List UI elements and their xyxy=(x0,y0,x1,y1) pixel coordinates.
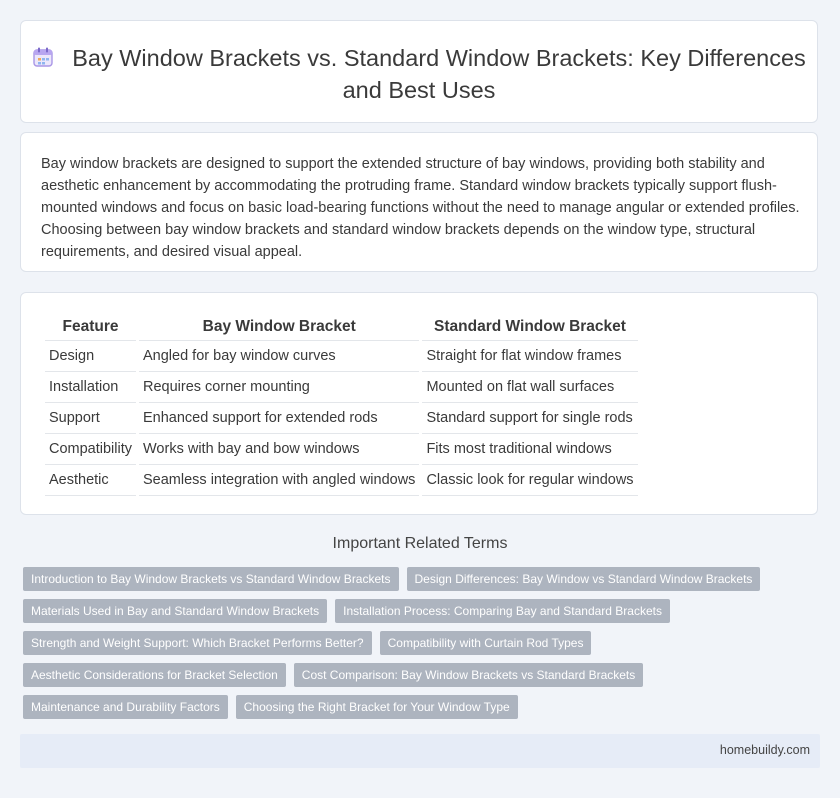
header-standard: Standard Window Bracket xyxy=(422,314,637,341)
page-title: Bay Window Brackets vs. Standard Window Brackets: Key Differences and Best Uses xyxy=(72,45,806,103)
footer-site[interactable]: homebuildy.com xyxy=(719,743,810,757)
related-tag[interactable]: Compatibility with Curtain Rod Types xyxy=(380,631,592,655)
table-row xyxy=(45,341,638,372)
header-bay: Bay Window Bracket xyxy=(139,314,419,341)
intro-card xyxy=(20,132,818,272)
related-tag[interactable]: Aesthetic Considerations for Bracket Selection xyxy=(23,663,286,687)
related-tags xyxy=(23,567,823,727)
table-row xyxy=(45,403,638,434)
table-cell: Classic look for regular windows xyxy=(422,465,637,496)
table-cell: Works with bay and bow windows xyxy=(139,434,419,465)
table-cell: Enhanced support for extended rods xyxy=(139,403,419,434)
related-tag[interactable]: Installation Process: Comparing Bay and Standard Brackets xyxy=(335,599,670,623)
table-cell: Straight for flat window frames xyxy=(422,341,637,372)
page-title-wrap xyxy=(21,43,817,105)
comparison-table xyxy=(42,314,641,496)
table-cell: Standard support for single rods xyxy=(422,403,637,434)
related-tag[interactable]: Choosing the Right Bracket for Your Window Type xyxy=(236,695,518,719)
related-tag[interactable]: Strength and Weight Support: Which Bracket Performs Better? xyxy=(23,631,372,655)
table-cell: Fits most traditional windows xyxy=(422,434,637,465)
table-cell: Seamless integration with angled windows xyxy=(139,465,419,496)
table-row xyxy=(45,465,638,496)
table-row xyxy=(45,372,638,403)
table-cell: Requires corner mounting xyxy=(139,372,419,403)
related-tag[interactable]: Materials Used in Bay and Standard Window Brackets xyxy=(23,599,327,623)
table-cell: Support xyxy=(45,403,136,434)
header-feature: Feature xyxy=(45,314,136,341)
table-cell: Installation xyxy=(45,372,136,403)
related-tag[interactable]: Cost Comparison: Bay Window Brackets vs Standard Brackets xyxy=(294,663,643,687)
table-cell: Design xyxy=(45,341,136,372)
calendar-icon xyxy=(32,45,54,75)
table-cell: Mounted on flat wall surfaces xyxy=(422,372,637,403)
related-tag[interactable]: Introduction to Bay Window Brackets vs Standard Window Brackets xyxy=(23,567,399,591)
related-terms-title: Important Related Terms xyxy=(332,535,508,552)
table-row xyxy=(45,434,638,465)
table-header-row xyxy=(45,314,638,341)
table-cell: Compatibility xyxy=(45,434,136,465)
intro-text: Bay window brackets are designed to support the extended structure of bay windows, providing both stability and aesthetic enhancement by accommodating the protruding frame. Standard window brackets typically support flush-mounted windows and focus on basic load-bearing functions without the need to manage angular or extended profiles. Choosing between bay window brackets and standard window brackets depends on the window type, structural requirements, and desired visual appeal. xyxy=(41,156,800,260)
table-cell: Angled for bay window curves xyxy=(139,341,419,372)
table-cell: Aesthetic xyxy=(45,465,136,496)
related-tag[interactable]: Design Differences: Bay Window vs Standard Window Brackets xyxy=(407,567,761,591)
related-tag[interactable]: Maintenance and Durability Factors xyxy=(23,695,228,719)
comparison-card xyxy=(20,292,818,515)
footer xyxy=(20,734,820,768)
header-card xyxy=(20,20,818,123)
